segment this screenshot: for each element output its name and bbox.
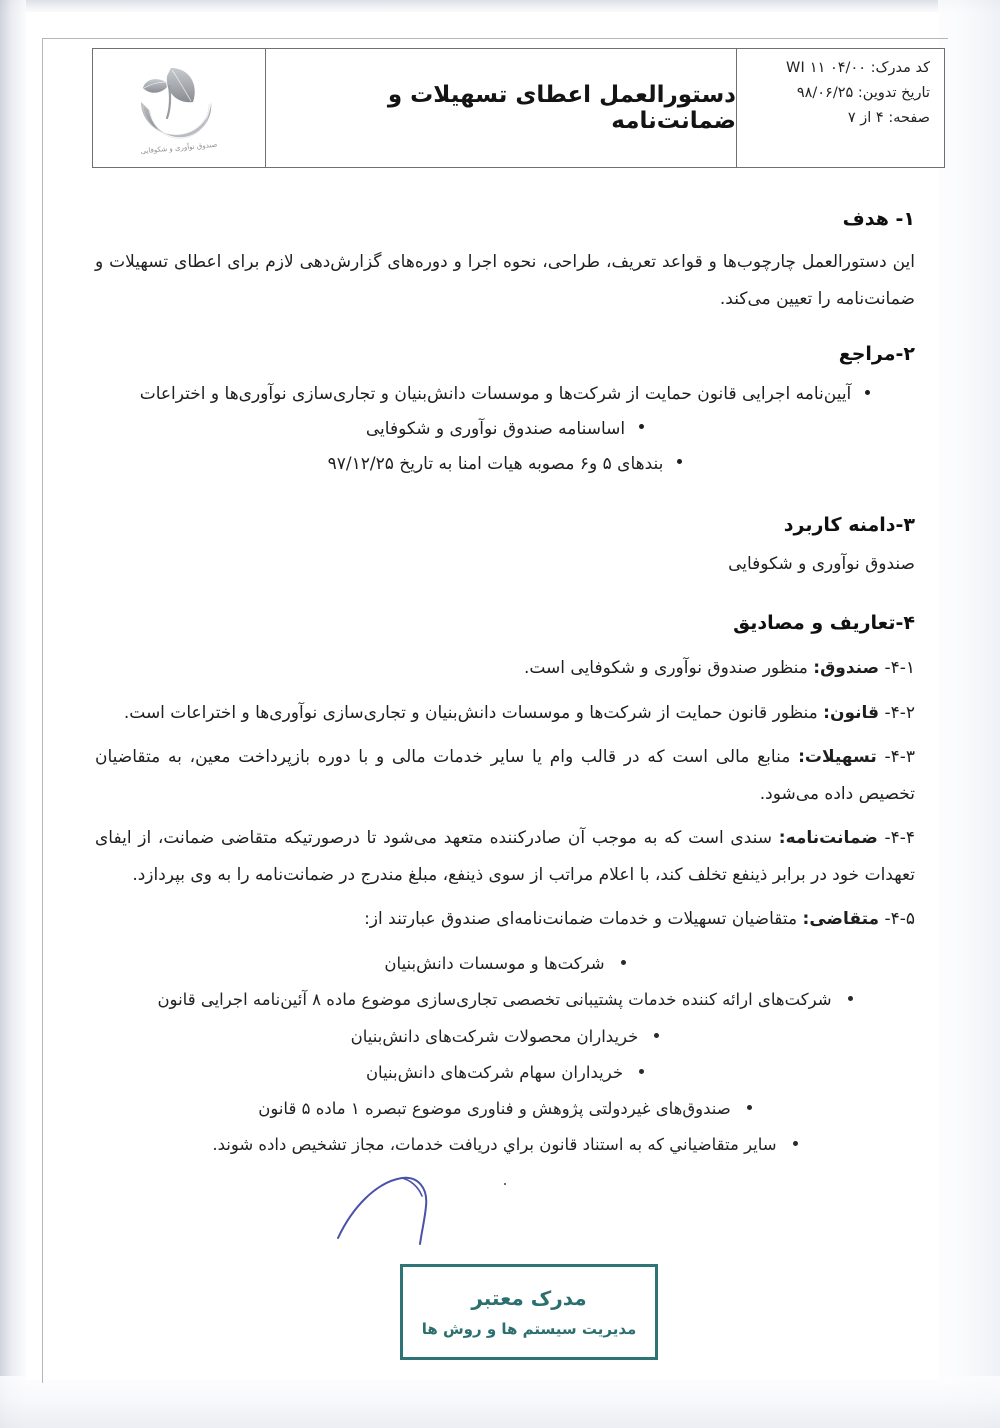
- definition-item: [95, 695, 915, 732]
- section-damane-karbord: [95, 514, 915, 583]
- applicant-text: شرکت‌های ارائه کننده خدمات پشتیبانی تخصصی تجاری‌سازی موضوع ماده ۸ آئین‌نامه اجرایی قانون: [157, 990, 832, 1010]
- definition-item: [95, 901, 915, 938]
- definition-number: ۴-۳-: [884, 747, 915, 768]
- section-3-paragraph: صندوق نوآوری و شکوفایی: [728, 553, 915, 574]
- section-hadaf: [95, 208, 915, 317]
- definition-text: منظور صندوق نوآوری و شکوفایی است.: [523, 658, 808, 679]
- definition-number: ۴-۴-: [884, 828, 916, 849]
- applicants-list: [95, 946, 915, 1164]
- document-title: دستورالعمل اعطای تسهیلات و ضمانت‌نامه: [387, 82, 736, 134]
- scan-edge-bottom: [0, 1376, 1000, 1428]
- definition-term: تسهیلات:: [798, 747, 877, 768]
- definitions-list: [95, 650, 915, 938]
- applicant-text: ساير متقاضياني كه به استناد قانون براي دريافت خدمات، مجاز تشخيص داده شوند.: [212, 1135, 777, 1155]
- definition-number: ۴-۲-: [884, 702, 915, 723]
- bullet-dot-icon: [848, 996, 853, 1001]
- definition-item: [95, 650, 915, 687]
- definition-term: ضمانت‌نامه:: [778, 828, 878, 849]
- scan-edge-left: [0, 0, 26, 1428]
- validity-stamp: [400, 1264, 658, 1360]
- applicant-text: شرکت‌ها و موسسات دانش‌بنیان: [384, 954, 605, 973]
- stamp-line-1: مدرک معتبر: [471, 1286, 587, 1310]
- definition-term: متقاضی:: [802, 909, 880, 930]
- applicant-text: خریداران سهام شرکت‌های دانش‌بنیان: [365, 1062, 624, 1082]
- bullet-dot-icon: [621, 960, 626, 965]
- organization-logo: [119, 58, 239, 158]
- bullet-dot-icon: [639, 1069, 644, 1074]
- definition-text: متقاضیان تسهیلات و خدمات ضمانت‌نامه‌ای صندوق عبارتند از:: [364, 909, 798, 930]
- bullet-dot-icon: [747, 1105, 752, 1110]
- bullet-dot-icon: [639, 424, 644, 429]
- document-header-table: [92, 48, 945, 168]
- section-1-paragraph: این دستورالعمل چارچوب‌ها و قواعد تعریف، طراحی، نحوه اجرا و دوره‌های گزارش‌دهی لازم برای اعطای تسهیلات و ضمانت‌نامه را تعیین می‌کند.: [95, 252, 915, 309]
- definition-number: ۴-۱-: [884, 658, 915, 679]
- references-list: [95, 377, 915, 482]
- definition-term: صندوق:: [813, 658, 880, 679]
- definition-term: قانون:: [823, 702, 880, 723]
- list-item: [95, 447, 915, 482]
- definition-item: [95, 820, 915, 893]
- issue-date-text: تاریخ تدوین: ۹۸/۰۶/۲۵: [796, 85, 930, 101]
- section-taarif-masadigh: [95, 612, 915, 1189]
- bullet-dot-icon: [677, 459, 682, 464]
- reference-text: آیین‌نامه اجرایی قانون حمایت از شرکت‌ها و موسسات دانش‌بنیان و تجاری‌سازی نوآوری‌ها و اختراعات: [139, 384, 852, 405]
- doc-code-text: کد مدرک: WI ۱۱ ۰۴/۰۰: [785, 60, 930, 76]
- list-item: [95, 982, 915, 1018]
- trailing-period: .: [502, 1169, 508, 1189]
- section-4-heading: ۴-تعاریف و مصادیق: [733, 612, 915, 635]
- list-item: [95, 377, 915, 412]
- logo-caption-text: صندوق نوآوری و شکوفایی: [140, 140, 218, 156]
- definition-number: ۴-۵-: [884, 909, 915, 930]
- list-item: [95, 946, 915, 982]
- applicant-text: صندوق‌های غیردولتی پژوهش و فناوری موضوع تبصره ۱ ماده ۵ قانون: [258, 1099, 731, 1119]
- header-metadata-cell: [736, 49, 944, 167]
- list-item: [95, 1019, 915, 1055]
- document-body: [95, 190, 915, 1193]
- header-logo-cell: [93, 49, 265, 167]
- list-item: [95, 1091, 915, 1127]
- bullet-dot-icon: [654, 1033, 659, 1038]
- reference-text: بندهای ۵ و۶ مصوبه هیات امنا به تاریخ ۹۷/۱۲/۲۵: [327, 453, 664, 474]
- header-title-cell: [265, 49, 736, 167]
- definition-text: منظور قانون حمایت از شرکت‌ها و موسسات دانش‌بنیان و تجاری‌سازی نوآوری‌ها و اختراعات است.: [123, 702, 818, 723]
- bullet-dot-icon: [793, 1141, 798, 1146]
- section-2-heading: ۲-مراجع: [838, 343, 915, 366]
- section-maraje: [95, 343, 915, 482]
- definition-text: سندی است که به موجب آن صادرکننده متعهد می‌شود تا درصورتیکه متقاضی ضمانت، از ایفای تعهدات خود در برابر ذینفع تخلف کند، با اعلام مراتب از سوی ذینفع، مبلغ مندرج در ضمانت‌نامه را به وی بپردازد.: [95, 828, 915, 885]
- stamp-line-2: مدیریت سیستم ها و روش ها: [421, 1320, 637, 1338]
- section-3-heading: ۳-دامنه کاربرد: [783, 513, 915, 536]
- list-item: [95, 1127, 915, 1163]
- list-item: [95, 412, 915, 447]
- bullet-dot-icon: [865, 390, 870, 395]
- applicant-text: خریداران محصولات شرکت‌های دانش‌بنیان: [350, 1026, 639, 1046]
- definition-text: منابع مالی است که در قالب وام یا سایر خدمات مالی و با دوره بازپرداخت معین، به متقاضیان تخصیص داده می‌شود.: [95, 747, 915, 804]
- definition-item: [95, 739, 915, 812]
- list-item: [95, 1055, 915, 1091]
- page-number-text: صفحه: ۴ از ۷: [847, 110, 930, 126]
- reference-text: اساسنامه صندوق نوآوری و شکوفایی: [365, 418, 626, 439]
- section-1-heading: ۱- هدف: [842, 208, 915, 230]
